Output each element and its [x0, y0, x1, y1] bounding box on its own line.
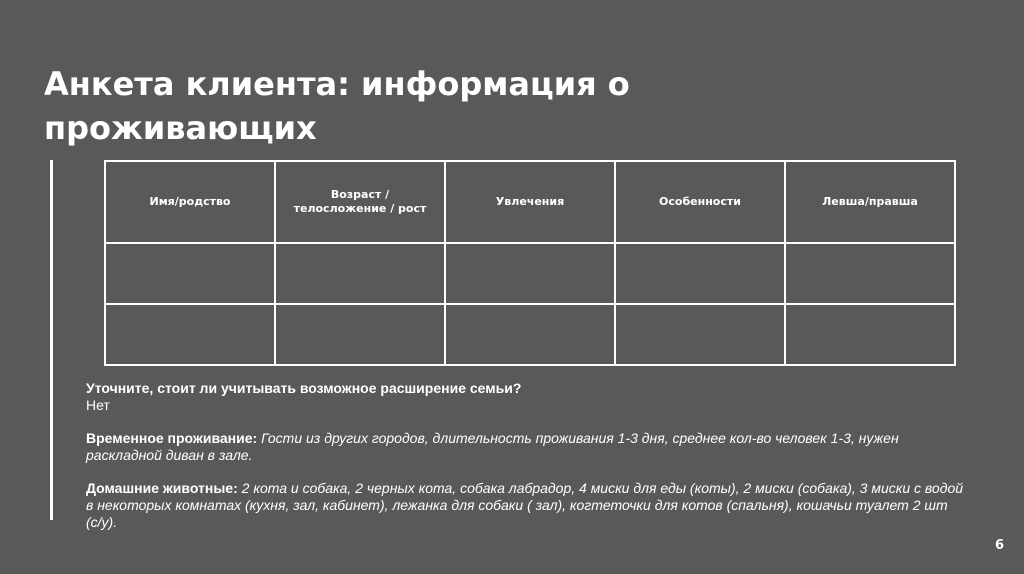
page-number: 6: [994, 538, 1004, 553]
temporary-residence-text: Гости из других городов, длительность проживания 1-3 дня, среднее кол-во человек 1-3, нужен раскладной диван в зале.: [86, 430, 899, 463]
header-name-relation: Имя/родство: [105, 161, 275, 243]
pets-label: Домашние животные:: [86, 480, 238, 496]
family-question: Уточните, стоит ли учитывать возможное расширение семьи?: [86, 380, 522, 396]
table-cell: [615, 304, 785, 365]
temporary-residence-note: [86, 430, 966, 464]
table-cell: [105, 304, 275, 365]
table-cell: [275, 304, 445, 365]
temporary-residence-label: Временное проживание:: [86, 430, 258, 446]
header-handedness: Левша/правша: [785, 161, 955, 243]
header-features: Особенности: [615, 161, 785, 243]
pets-note: [86, 480, 966, 531]
table-row: [105, 243, 955, 304]
family-answer: Нет: [86, 397, 110, 413]
table-cell: [615, 243, 785, 304]
table-cell: [445, 304, 615, 365]
resident-info-table: [104, 160, 956, 366]
notes-section: [86, 380, 966, 547]
table-header-row: [105, 161, 955, 243]
header-hobbies: Увлечения: [445, 161, 615, 243]
accent-bar: [50, 160, 53, 520]
header-age-build-height: Возраст / телосложение / рост: [275, 161, 445, 243]
pets-text: 2 кота и собака, 2 черных кота, собака лабрадор, 4 миски для еды (коты), 2 миски (собака), 3 миски с водой в некоторых комнатах (кухня, зал, кабинет), лежанка для собаки ( зал), когтеточки для котов (спальня), кошачьи туалет 2 шт (с/у).: [86, 480, 964, 530]
table-cell: [105, 243, 275, 304]
table-cell: [275, 243, 445, 304]
table-cell: [445, 243, 615, 304]
table-row: [105, 304, 955, 365]
family-expansion-note: [86, 380, 966, 414]
table-cell: [785, 243, 955, 304]
table-cell: [785, 304, 955, 365]
slide-title: Анкета клиента: информация о проживающих: [44, 65, 630, 147]
